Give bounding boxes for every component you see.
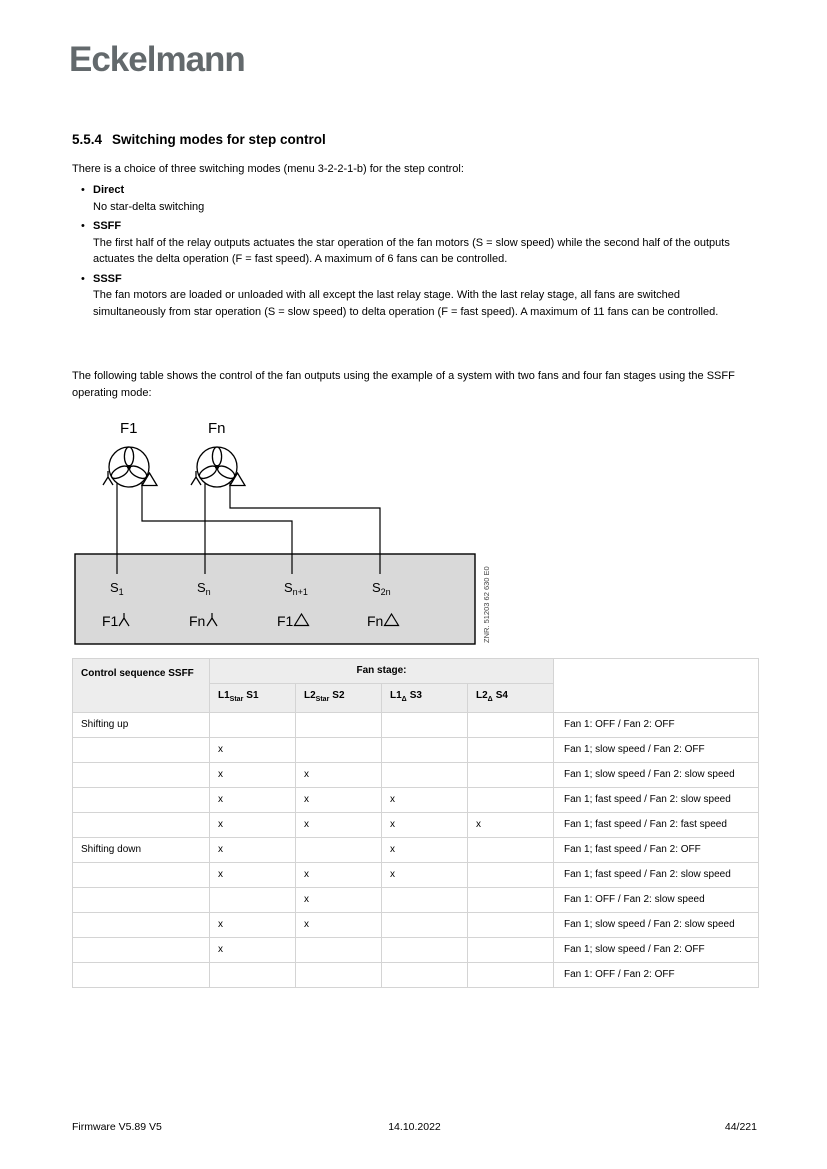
star-symbol bbox=[103, 471, 113, 485]
table-header-stage-s1: $L1_{Star}$ S1 bbox=[210, 684, 296, 713]
table-row: x x Fan 1; slow speed / Fan 2: slow speed bbox=[73, 763, 759, 788]
table-header-fan-stage: Fan stage: bbox=[210, 659, 554, 684]
table-header-stage-s4: $L2_\Delta$ S4 bbox=[468, 684, 554, 713]
section-heading bbox=[72, 132, 326, 147]
table-row: x x x Fan 1; fast speed / Fan 2: slow speed bbox=[73, 788, 759, 813]
table-row: x Fan 1: OFF / Fan 2: slow speed bbox=[73, 888, 759, 913]
table-intro-paragraph: The following table shows the control of the fan outputs using the example of a system with two fans and four fan stages using the SSFF operating mode: bbox=[72, 370, 735, 399]
table-header-control-sequence: Control sequence SSFF bbox=[73, 659, 210, 713]
table-header-stage-s3: $L1_\Delta$ S3 bbox=[382, 684, 468, 713]
output-label: F1 bbox=[277, 613, 294, 629]
wiring-lines bbox=[117, 482, 380, 554]
fan-wiring-diagram bbox=[72, 419, 504, 655]
output-label: Fn bbox=[189, 613, 206, 629]
table-row: Fan 1: OFF / Fan 2: OFF bbox=[73, 963, 759, 988]
table-row: x x x Fan 1; fast speed / Fan 2: slow speed bbox=[73, 863, 759, 888]
mode-term: • SSFF bbox=[93, 220, 122, 232]
fan-icon bbox=[197, 447, 237, 487]
table-row: Shifting up Fan 1: OFF / Fan 2: OFF bbox=[73, 713, 759, 738]
relay-output-box bbox=[75, 554, 475, 644]
footer-page-number: 44/221 bbox=[724, 1121, 757, 1133]
table-header-stage-s2: $L2_{Star}$ S2 bbox=[296, 684, 382, 713]
output-label: Fn bbox=[367, 613, 384, 629]
stage-terminal-label: $S_1$ bbox=[110, 580, 124, 597]
eckelmann-logo: Eckelmann bbox=[69, 40, 245, 79]
intro-paragraph: There is a choice of three switching modes (menu 3-2-2-1-b) for the step control: bbox=[72, 163, 464, 175]
switching-modes-list bbox=[72, 182, 762, 323]
mode-item-sssf bbox=[72, 271, 762, 321]
output-label: F1 bbox=[102, 613, 119, 629]
mode-item-ssff bbox=[72, 218, 762, 268]
table-row: Shifting down x x Fan 1; fast speed / Fan 2: OFF bbox=[73, 838, 759, 863]
fan1-label: F1 bbox=[120, 420, 138, 437]
mode-description: No star-delta switching bbox=[93, 200, 205, 213]
fan2-label: Fn bbox=[208, 420, 226, 437]
stage-terminal-label: $S_{n+1}$ bbox=[284, 580, 308, 597]
mode-item-direct bbox=[72, 182, 762, 215]
fan-icon bbox=[109, 447, 149, 487]
mode-description: The first half of the relay outputs actuates the star operation of the fan motors (S = slow speed) while the second half of the outputs actuates the delta operation (F = fast speed). A maximum of 6 fans can be controlled. bbox=[93, 236, 730, 265]
znr-label: ZNR. 51203 62 630 E0 bbox=[482, 566, 491, 643]
star-symbol bbox=[191, 471, 201, 485]
mode-term: • SSSF bbox=[93, 272, 122, 285]
control-sequence-table bbox=[72, 658, 759, 988]
section-number: 5.5.4 bbox=[72, 132, 103, 147]
table-row: x x x x Fan 1; fast speed / Fan 2: fast speed bbox=[73, 813, 759, 838]
footer-firmware-version: Firmware V5.89 V5 bbox=[72, 1121, 162, 1133]
table-header-result bbox=[554, 659, 759, 713]
mode-description: The fan motors are loaded or unloaded with all except the last relay stage. With the last relay stage, all fans are switched simultaneously from star operation (S = slow speed) to delta operation (F = fast speed). A maximum of 11 fans can be controlled. bbox=[93, 289, 719, 318]
footer-date: 14.10.2022 bbox=[388, 1121, 441, 1133]
table-row: x Fan 1; slow speed / Fan 2: OFF bbox=[73, 938, 759, 963]
table-row: x Fan 1; slow speed / Fan 2: OFF bbox=[73, 738, 759, 763]
table-row: x x Fan 1; slow speed / Fan 2: slow speed bbox=[73, 913, 759, 938]
section-title: Switching modes for step control bbox=[112, 132, 326, 147]
mode-term: • Direct bbox=[93, 184, 125, 196]
stage-terminal-label: $S_n$ bbox=[197, 580, 211, 597]
stage-terminal-label: $S_{2n}$ bbox=[372, 580, 391, 597]
